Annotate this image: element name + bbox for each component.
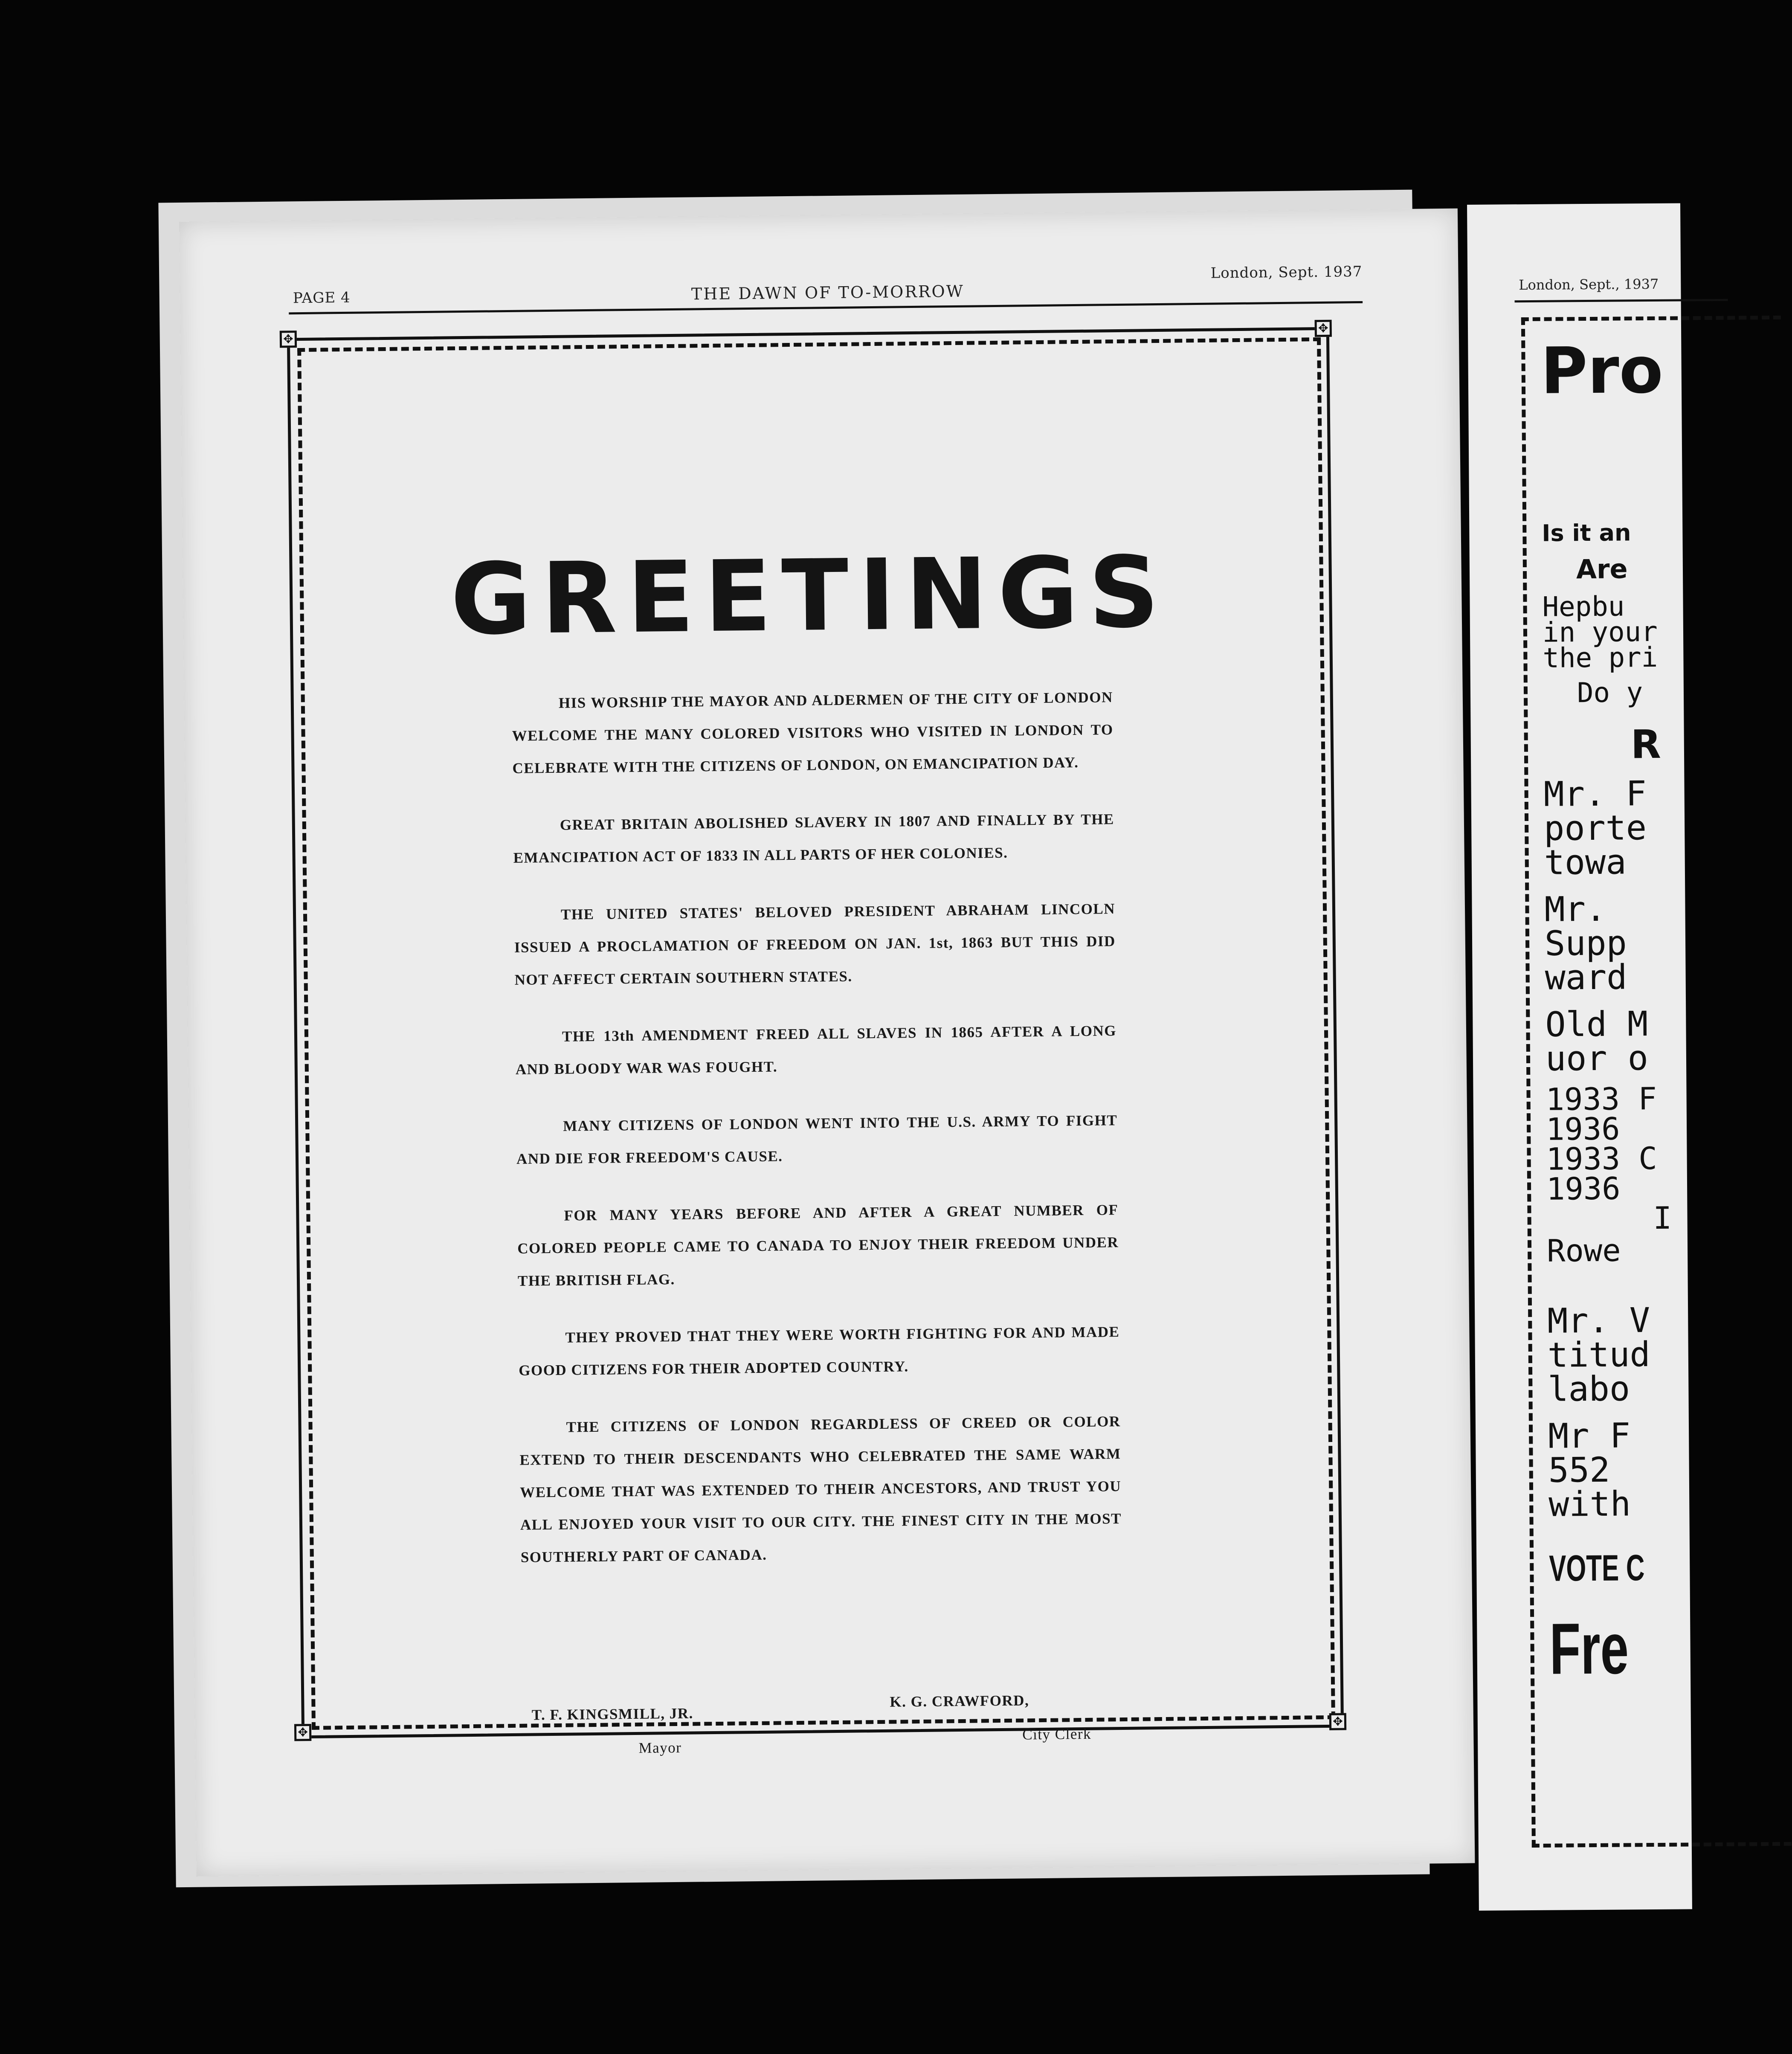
facing-text-line: Is it an xyxy=(1542,519,1631,547)
facing-text-line: Do y xyxy=(1577,677,1643,709)
facing-text-line: porte xyxy=(1543,808,1647,848)
facing-text-line: 1936 xyxy=(1546,1170,1621,1207)
paragraph: THE UNITED STATES' BELOVED PRESIDENT ABRAHAM LINCOLN ISSUED A PROCLAMATION OF FREEDOM ON JAN. 1st, 1863 BUT THIS DID NOT AFFECT CERTAIN SOUTHERN STATES. xyxy=(514,900,1116,988)
facing-text-line: ward xyxy=(1545,957,1627,998)
corner-ornament-icon: ✥ xyxy=(1315,320,1332,337)
page-number: PAGE 4 xyxy=(293,289,351,307)
paragraph: THE 13th AMENDMENT FREED ALL SLAVES IN 1865 AFTER A LONG AND BLOODY WAR WAS FOUGHT. xyxy=(515,1022,1117,1078)
facing-text-line: uor o xyxy=(1545,1038,1649,1079)
facing-headline: Pro xyxy=(1540,333,1664,409)
facing-text-line: 552 xyxy=(1548,1450,1610,1490)
facing-text-line: Are xyxy=(1576,553,1628,585)
facing-text-line: Mr. xyxy=(1544,889,1606,929)
facing-text-line: titud xyxy=(1547,1335,1650,1375)
paragraph: GREAT BRITAIN ABOLISHED SLAVERY IN 1807 AND FINALLY BY THE EMANCIPATION ACT OF 1833 IN ALL PARTS OF HER COLONIES. xyxy=(513,811,1114,866)
facing-headline-bottom: Fre xyxy=(1549,1608,1629,1690)
facing-text-line: Old M xyxy=(1545,1004,1648,1044)
clerk-title: City Clerk xyxy=(1022,1725,1092,1743)
paragraph: FOR MANY YEARS BEFORE AND AFTER A GREAT NUMBER OF COLORED PEOPLE CAME TO CANADA TO ENJOY THEIR FREEDOM UNDER THE BRITISH FLAG. xyxy=(517,1201,1119,1289)
facing-page xyxy=(1467,203,1692,1911)
facing-page-date: London, Sept., 1937 xyxy=(1519,276,1659,293)
paragraph: THE CITIZENS OF LONDON REGARDLESS OF CREED OR COLOR EXTEND TO THEIR DESCENDANTS WHO CELEBRATED THE SAME WARM WELCOME THAT WAS EXTENDED TO THEIR ANCESTORS, AND TRUST YOU ALL ENJOYED YOUR VISIT TO OUR CITY. THE FINEST CITY IN THE MOST SOUTHERLY PART OF CANADA. xyxy=(519,1413,1122,1566)
facing-text-line: labo xyxy=(1548,1369,1630,1409)
issue-date: London, Sept. 1937 xyxy=(1210,263,1363,282)
paragraph: HIS WORSHIP THE MAYOR AND ALDERMEN OF THE CITY OF LONDON WELCOME THE MANY COLORED VISITORS WHO VISITED IN LONDON TO CELEBRATE WITH THE CITIZENS OF LONDON, ON EMANCIPATION DAY. xyxy=(512,689,1113,777)
facing-text-line: Supp xyxy=(1544,923,1627,963)
newspaper-page xyxy=(179,209,1475,1877)
facing-text-line: in your xyxy=(1542,616,1658,649)
signature-block xyxy=(531,1692,1130,1792)
facing-text-line: the pri xyxy=(1543,641,1658,674)
facing-text-line: 1933 C xyxy=(1546,1140,1658,1177)
facing-header-rule xyxy=(1515,299,1728,302)
facing-text-line: Mr. V xyxy=(1547,1300,1650,1341)
facing-text-line: I xyxy=(1653,1200,1672,1236)
facing-text-line: Hepbu xyxy=(1542,591,1625,623)
clerk-name: K. G. CRAWFORD, xyxy=(890,1692,1029,1710)
mayor-name: T. F. KINGSMILL, JR. xyxy=(531,1705,694,1723)
facing-text-line: 1936 xyxy=(1546,1111,1620,1147)
mayor-title: Mayor xyxy=(638,1739,682,1756)
facing-text-line: towa xyxy=(1544,842,1627,882)
facing-text-line: with xyxy=(1548,1484,1631,1524)
greetings-title: GREETINGS xyxy=(450,535,1170,657)
paragraph: MANY CITIZENS OF LONDON WENT INTO THE U.S. ARMY TO FIGHT AND DIE FOR FREEDOM'S CAUSE. xyxy=(516,1112,1118,1167)
facing-text-line: VOTE C xyxy=(1548,1547,1645,1589)
facing-subheading: R xyxy=(1630,721,1662,768)
corner-ornament-icon: ✥ xyxy=(294,1724,311,1741)
paragraph: THEY PROVED THAT THEY WERE WORTH FIGHTING FOR AND MADE GOOD CITIZENS FOR THEIR ADOPTED COUNTRY. xyxy=(519,1323,1120,1379)
facing-text-line: Rowe xyxy=(1546,1232,1621,1269)
publication-title: THE DAWN OF TO-MORROW xyxy=(691,281,964,304)
corner-ornament-icon: ✥ xyxy=(1329,1713,1346,1730)
facing-text-line: Mr F xyxy=(1548,1416,1631,1456)
greetings-body xyxy=(511,681,1122,1599)
facing-text-line: Mr. F xyxy=(1543,774,1647,814)
facing-text-line: 1933 F xyxy=(1546,1080,1657,1117)
corner-ornament-icon: ✥ xyxy=(280,331,297,348)
